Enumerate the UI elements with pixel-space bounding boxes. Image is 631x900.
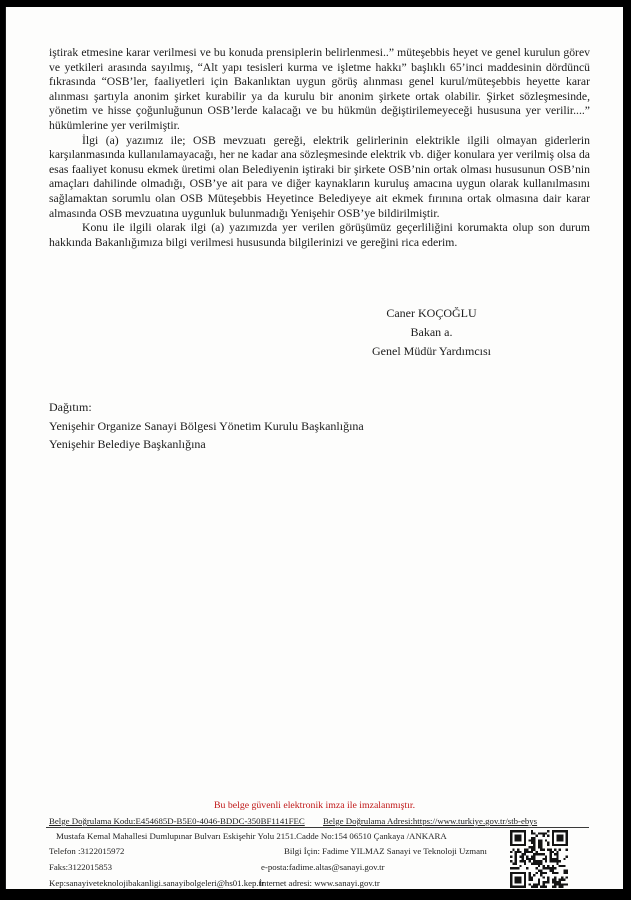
- signatory-title: Genel Müdür Yardımcısı: [372, 344, 491, 358]
- distribution-block: [49, 398, 364, 454]
- esign-notice: Bu belge güvenli elektronik imza ile imzalanmıştır.: [213, 800, 416, 811]
- office-address: Mustafa Kemal Mahallesi Dumlupınar Bulvarı Eskişehir Yolu 2151.Cadde No:154 06510 Çankaya /ANKARA: [56, 831, 447, 841]
- body-paragraph: Konu ile ilgili olarak ilgi (a) yazımızda yer verilen görüşümüz geçerliliğini korumakta olup son durum hakkında Bakanlığımıza bilgi verilmesi hususunda bilgilerinizi ve gereğini rica ederim.: [49, 221, 590, 249]
- phone-number: Telefon :3122015972: [49, 846, 125, 856]
- kep-address: Kep:sanayiveteknolojibakanligi.sanayibolgeleri@hs01.kep.tr: [49, 878, 265, 888]
- document-page: [5, 7, 623, 889]
- fax-number: Faks:3122015853: [49, 862, 113, 872]
- signatory-capacity: Bakan a.: [410, 325, 453, 339]
- body-paragraph: iştirak etmesine karar verilmesi ve bu konuda prensiplerin belirlenmesi..” müteşebbis heyet ve genel kurulun görev ve yetkileri arasında sayılmış, “Alt yapı tesisleri kurma ve işletme hakkı” başlıklı 65’inci maddesinin dördüncü fıkrasında “OSB’ler, faaliyetleri için Bakanlıktan uygun görüş alınması genel kurul/müteşebbis heyette karar alınması şartıyla anonim şirket kurabilir ya da kurulu bir anonim şirkete ortak olabilir. Şirket sözleşmesinde, yönetim ve hisse çoğunluğunun OSB’lerde kalacağı ve bu hükmün değiştirilemeyeceği hususuna yer verilir....” hükümlerine yer verilmiştir.: [49, 46, 590, 132]
- letter-body: [49, 46, 590, 250]
- distribution-heading: Dağıtım:: [49, 400, 92, 414]
- website-address: İnternet adresi: www.sanayi.gov.tr: [259, 878, 380, 888]
- signatory-name: Caner KOÇOĞLU: [386, 306, 477, 320]
- verification-code: Belge Doğrulama Kodu:E454685D-B5E0-4046-BDDC-350BF1141FEC: [49, 816, 305, 826]
- distribution-item: Yenişehir Organize Sanayi Bölgesi Yönetim Kurulu Başkanlığına: [49, 418, 364, 433]
- email-address: e-posta:fadime.altas@sanayi.gov.tr: [261, 862, 385, 872]
- distribution-item: Yenişehir Belediye Başkanlığına: [49, 437, 206, 451]
- verification-row: [46, 816, 589, 828]
- body-paragraph: İlgi (a) yazımız ile; OSB mevzuatı gereği, elektrik gelirlerinin elektrikle ilgili olmayan giderlerin karşılanmasında kullanılamayacağı, her ne kadar ana sözleşmesinde elektrik vb. diğer konulara yer verilmiş olsa da esas faaliyet konusu ekmek üretimi olan Belediyenin iştiraki bir şirkete OSB’nin ortak olması hususunun OSB’nin amaçları dahilinde olmadığı, OSB’ye ait para ve diğer kaynakların kuruluş amacına uygun olarak kullanılmasını sağlamaktan sorumlu olan OSB Müteşebbis Heyetince Belediyeye ait ekmek fırınına ortak olmasına dair karar almasında OSB mevzuatına uygunluk bulunmadığı Yenişehir OSB’ye bildirilmiştir.: [49, 133, 590, 220]
- signature-block: [324, 304, 539, 361]
- verification-address: Belge Doğrulama Adresi:https://www.turkiye.gov.tr/stb-ebys: [323, 816, 538, 826]
- qr-code-icon: [510, 830, 568, 888]
- info-contact: Bilgi İçin: Fadime YILMAZ Sanayi ve Teknoloji Uzmanı: [284, 846, 487, 856]
